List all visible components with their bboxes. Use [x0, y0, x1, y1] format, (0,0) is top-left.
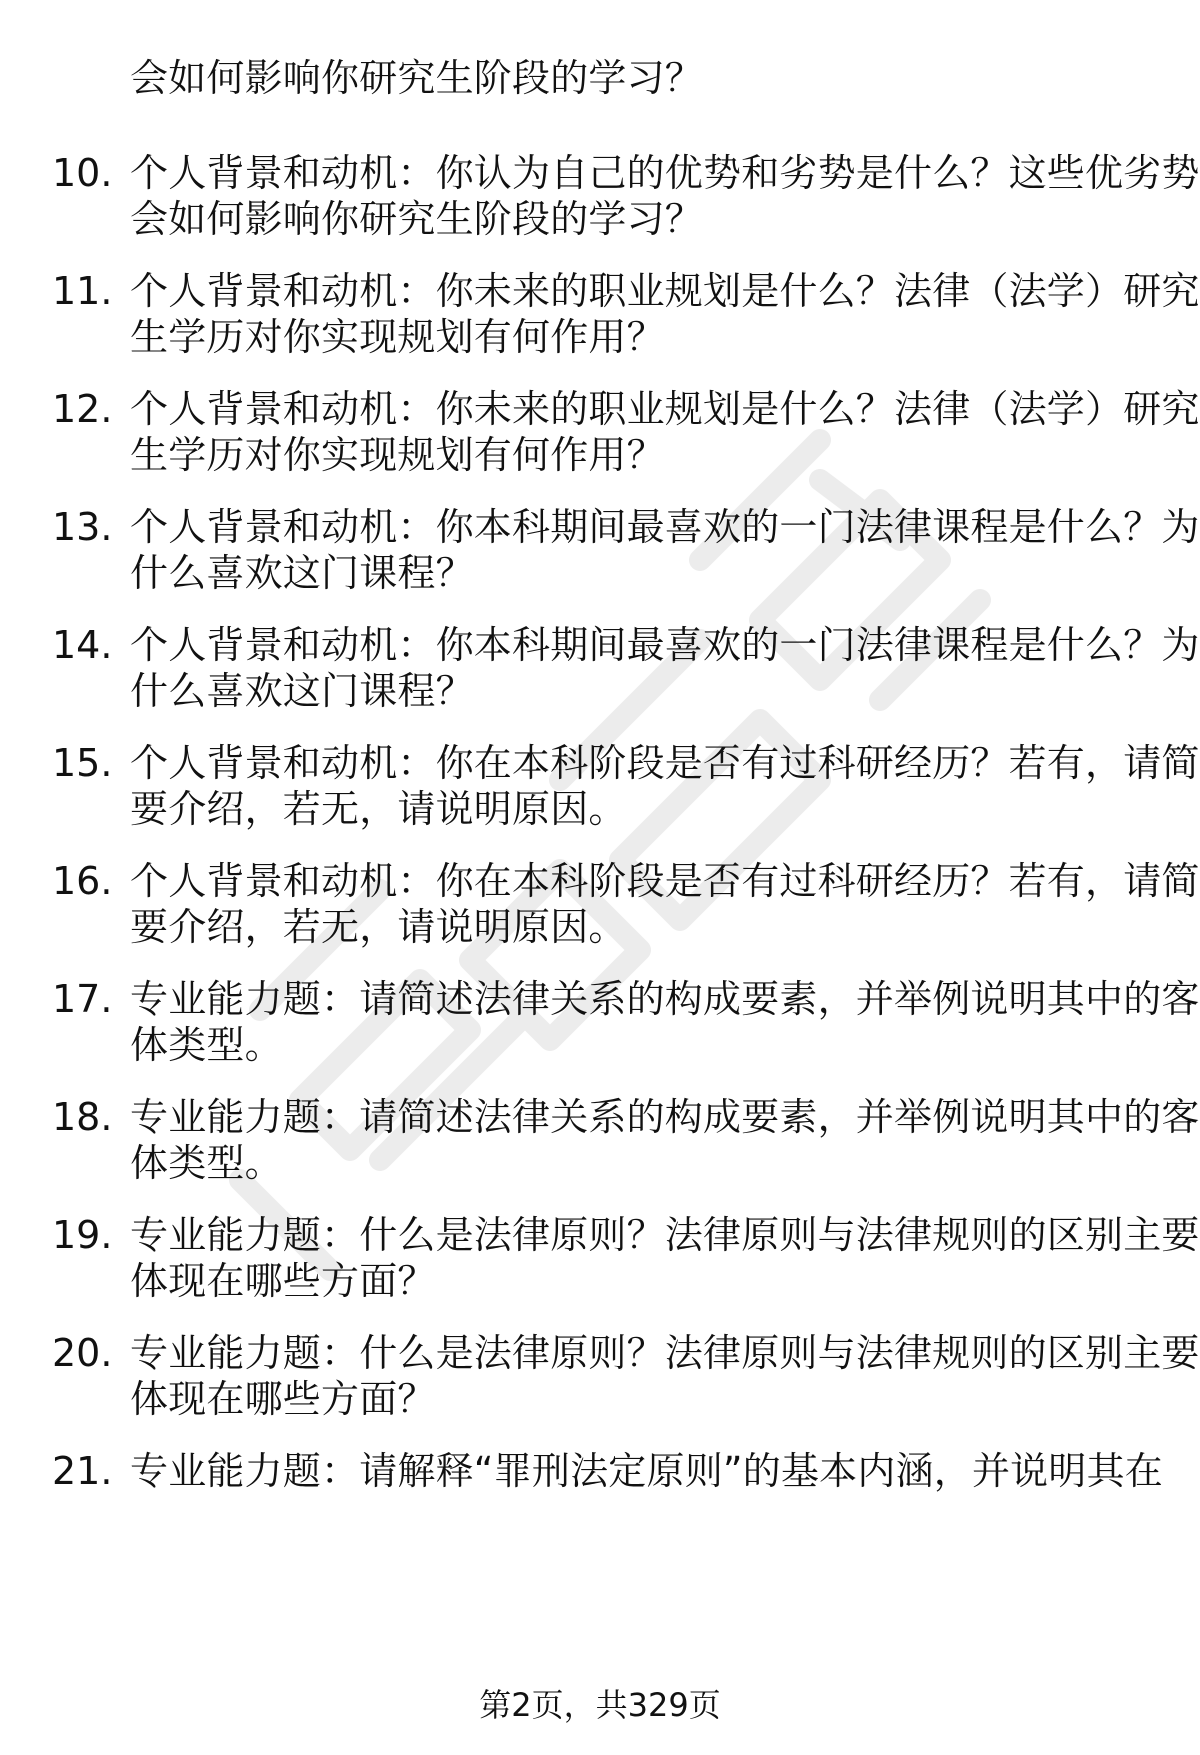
item-number: 11.	[52, 269, 113, 313]
continuation-text: 会如何影响你研究生阶段的学习？	[130, 56, 704, 100]
item-text-line: 体类型。	[130, 1141, 283, 1185]
item-text-line: 生学历对你实现规划有何作用？	[130, 433, 665, 477]
item-text-line: 要介绍，若无，请说明原因。	[130, 905, 627, 949]
item-text-line: 个人背景和动机：你未来的职业规划是什么？法律（法学）研究	[130, 269, 1200, 313]
item-text-line: 个人背景和动机：你认为自己的优势和劣势是什么？这些优劣势	[130, 151, 1200, 195]
item-number: 20.	[52, 1331, 113, 1375]
item-number: 10.	[52, 151, 113, 195]
item-number: 15.	[52, 741, 113, 785]
item-text-line: 个人背景和动机：你本科期间最喜欢的一门法律课程是什么？为	[130, 623, 1200, 667]
item-text-line: 专业能力题：请解释“罪刑法定原则”的基本内涵，并说明其在	[130, 1449, 1163, 1493]
item-text-line: 体现在哪些方面？	[130, 1377, 436, 1421]
page-footer: 第2页，共329页	[479, 1686, 721, 1724]
item-text-line: 个人背景和动机：你本科期间最喜欢的一门法律课程是什么？为	[130, 505, 1200, 549]
item-number: 13.	[52, 505, 113, 549]
item-number: 16.	[52, 859, 113, 903]
item-text-line: 什么喜欢这门课程？	[130, 551, 474, 595]
item-number: 12.	[52, 387, 113, 431]
item-number: 21.	[52, 1449, 113, 1493]
item-text-line: 个人背景和动机：你在本科阶段是否有过科研经历？若有，请简	[130, 741, 1200, 785]
item-text-line: 专业能力题：什么是法律原则？法律原则与法律规则的区别主要	[130, 1331, 1200, 1375]
item-number: 18.	[52, 1095, 113, 1139]
item-text-line: 会如何影响你研究生阶段的学习？	[130, 197, 704, 241]
item-text-line: 专业能力题：请简述法律关系的构成要素，并举例说明其中的客	[130, 1095, 1200, 1139]
item-text-line: 要介绍，若无，请说明原因。	[130, 787, 627, 831]
item-text-line: 生学历对你实现规划有何作用？	[130, 315, 665, 359]
item-text-line: 体类型。	[130, 1023, 283, 1067]
item-number: 14.	[52, 623, 113, 667]
item-text-line: 个人背景和动机：你未来的职业规划是什么？法律（法学）研究	[130, 387, 1200, 431]
item-number: 19.	[52, 1213, 113, 1257]
item-number: 17.	[52, 977, 113, 1021]
item-text-line: 什么喜欢这门课程？	[130, 669, 474, 713]
item-text-line: 专业能力题：请简述法律关系的构成要素，并举例说明其中的客	[130, 977, 1200, 1021]
item-text-line: 个人背景和动机：你在本科阶段是否有过科研经历？若有，请简	[130, 859, 1200, 903]
item-text-line: 专业能力题：什么是法律原则？法律原则与法律规则的区别主要	[130, 1213, 1200, 1257]
item-text-line: 体现在哪些方面？	[130, 1259, 436, 1303]
